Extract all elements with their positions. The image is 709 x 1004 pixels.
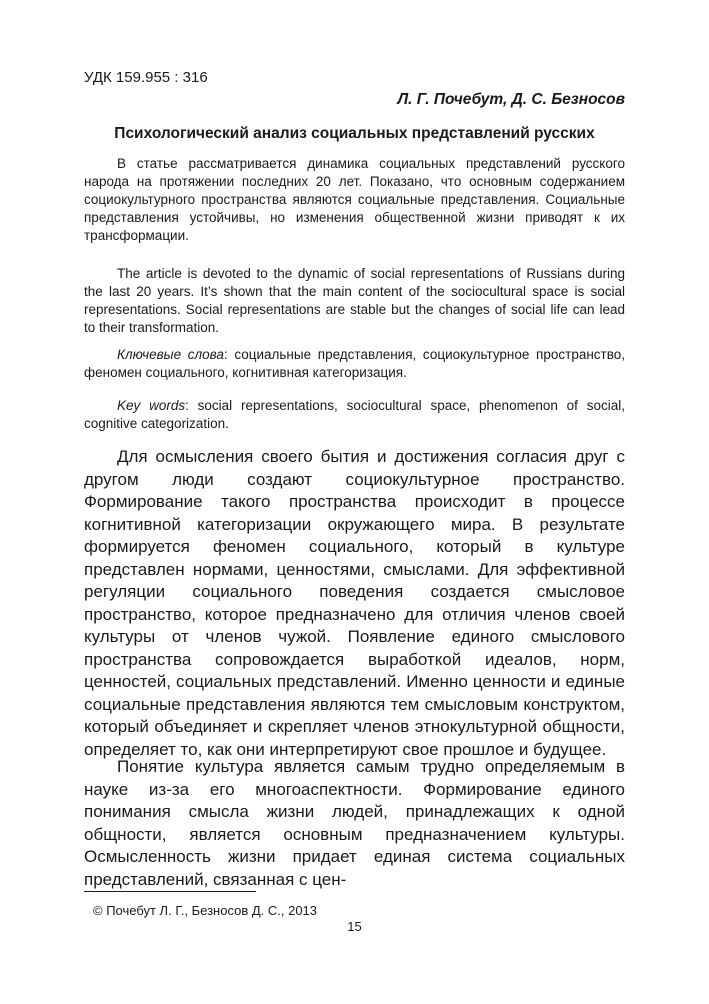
keywords-russian-text: : социальные представления, социокультурное пространство, феномен социального, когнитивная категоризация. <box>84 347 626 380</box>
abstract-russian: В статье рассматривается динамика социальных представлений русского народа на протяжении последних 20 лет. Показано, что основным содержанием социокультурного пространства являются социальные представления. Социальные представления устойчивы, но изменения общественной жизни приводят к их трансформации. <box>84 156 625 243</box>
article-title: Психологический анализ социальных представлений русских <box>114 125 595 142</box>
keywords-english-text: : social representations, sociocultural space, phenomenon of social, cognitive categorization. <box>84 398 625 431</box>
article-authors: Л. Г. Почебут, Д. С. Безносов <box>397 91 625 108</box>
copyright-footnote: © Почебут Л. Г., Безносов Д. С., 2013 <box>93 903 318 918</box>
footnote-divider <box>84 891 256 892</box>
body-paragraph: Для осмысления своего бытия и достижения согласия друг с другом люди создают социокультурное пространство. Формирование такого пространства происходит в процессе когнитивной категоризации окружающего мира. В результате формируется феномен социального, который в культуре представлен нормами, ценностями, смыслами. Для эффективной регуляции социального поведения создается смысловое пространство, которое предназначено для отличия членов своей культуры от членов чужой. Появление единого смыслового пространства сопровождается выработкой идеалов, норм, ценностей, социальных представлений. Именно ценности и единые социальные представления являются тем смысловым конструктом, который объединяет и скрепляет членов этнокультурной общности, определяет то, как они интерпретируют свое прошлое и будущее. <box>84 447 625 759</box>
page-number: 15 <box>347 919 362 934</box>
body-paragraph: Понятие культура является самым трудно определяемым в науке из-за его многоаспектности. Формирование единого понимания смысла жизни людей, принадлежащих к одной общности, является основным предназначением культуры. Осмысленность жизни придает единая система социальных представлений, связанная с цен- <box>84 757 625 889</box>
keywords-russian-label: Ключевые слова <box>117 347 224 362</box>
keywords-english-label: Key words <box>117 398 186 413</box>
keywords-russian <box>84 346 625 382</box>
abstract-english: The article is devoted to the dynamic of social representations of Russians during the last 20 years. It’s shown that the main content of the sociocultural space is social representations. Social representations are stable but the changes of social life can lead to their transformation. <box>84 266 625 335</box>
keywords-english <box>84 397 625 433</box>
udk-code: УДК 159.955 : 316 <box>84 69 208 86</box>
